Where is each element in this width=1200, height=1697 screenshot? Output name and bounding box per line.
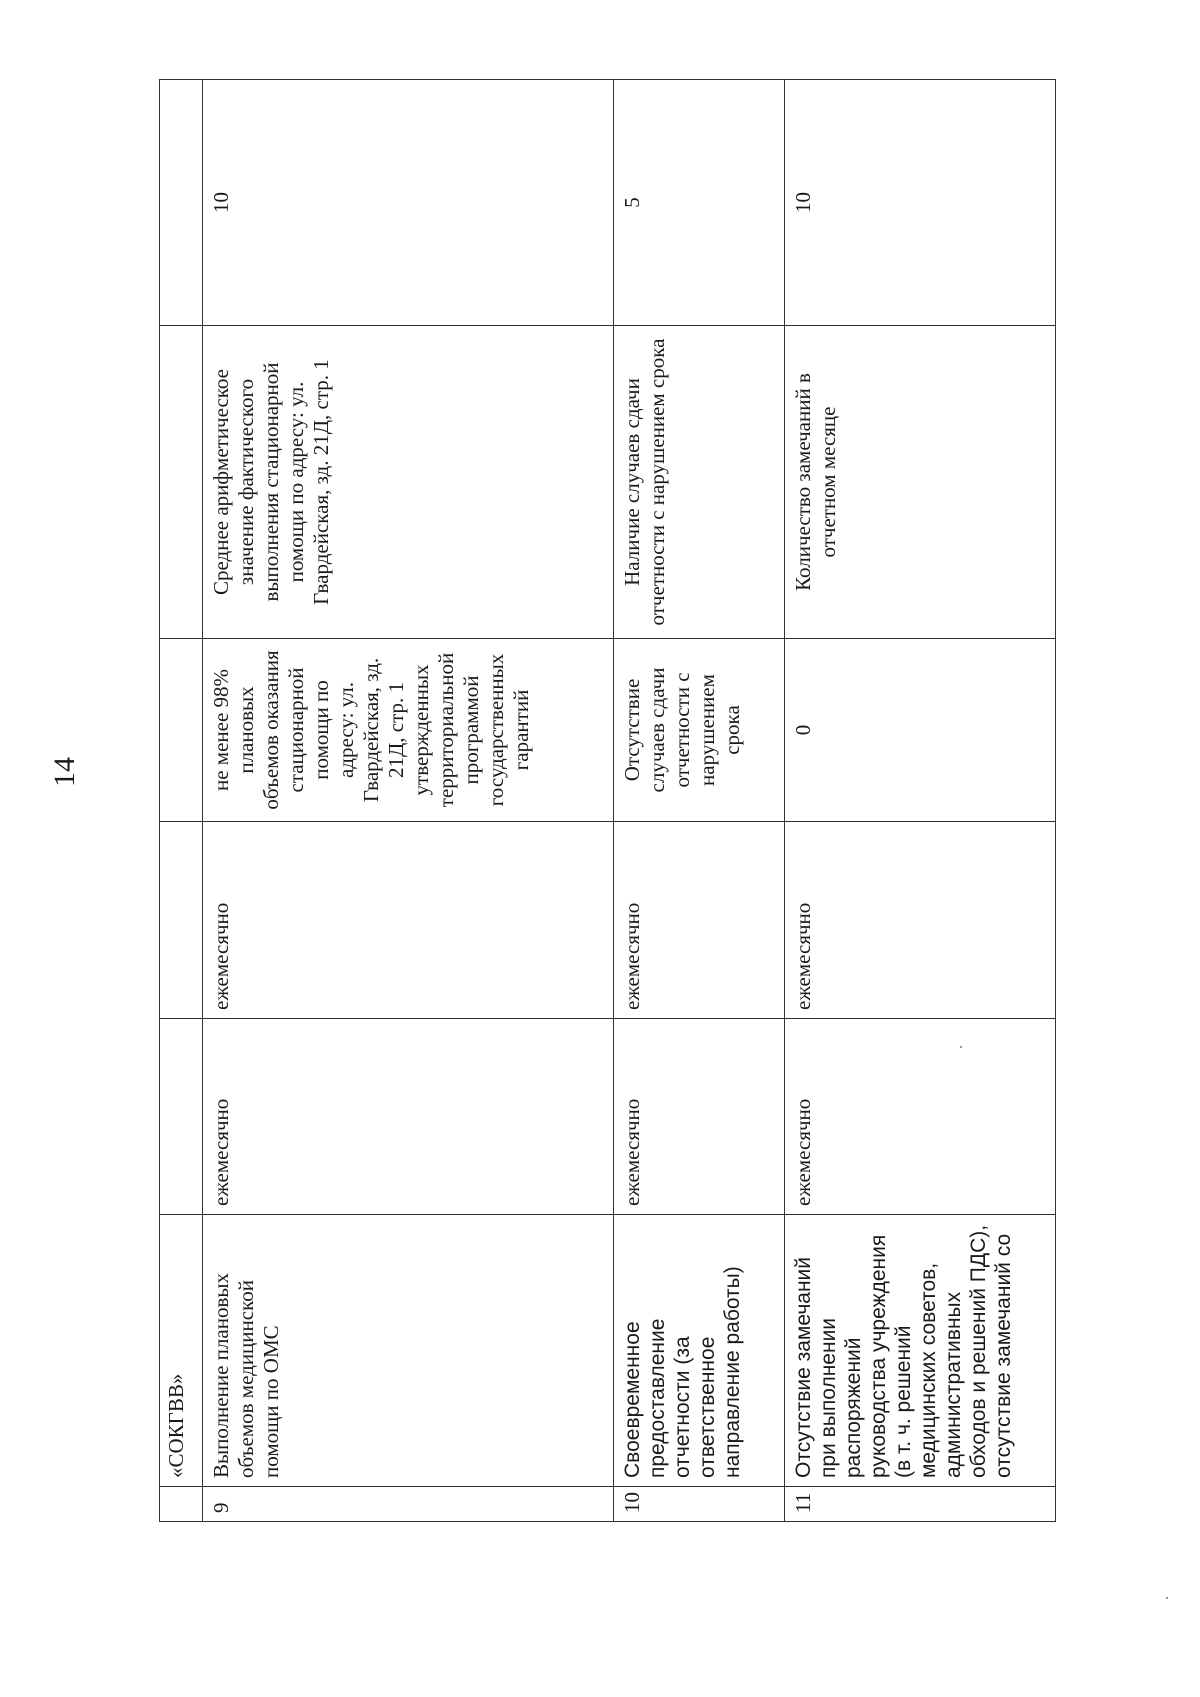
table-row [203, 80, 614, 1522]
cell-num: 11 [785, 1487, 1056, 1522]
cell-freq1: ежемесячно [785, 1019, 1056, 1215]
cell-num: 10 [614, 1487, 785, 1522]
cell-num-empty [160, 1487, 203, 1522]
scan-speck [960, 1046, 962, 1048]
cell-name-continuation: «СОКГВВ» [160, 1215, 203, 1487]
criteria-table [159, 79, 1056, 1522]
cell-method: Наличие случаев сдачи отчетности с нарушением срока [614, 326, 785, 639]
cell-target: не менее 98% плановых объемов оказания стационарной помощи по адресу: ул. Гвардейская, зд. 21Д, стр. 1 утвержденных территориальной программой государственных гарантий [203, 639, 614, 822]
cell-empty [160, 639, 203, 822]
cell-name: Выполнение плановых объемов медицинской помощи по ОМС [203, 1215, 614, 1487]
cell-score: 10 [203, 80, 614, 326]
cell-num: 9 [203, 1487, 614, 1522]
cell-target: 0 [785, 639, 1056, 822]
table-row [785, 80, 1056, 1522]
rotated-table [159, 80, 1056, 1522]
cell-freq2: ежемесячно [785, 822, 1056, 1019]
table-row-continuation [160, 80, 203, 1522]
cell-score: 10 [785, 80, 1056, 326]
cell-score: 5 [614, 80, 785, 326]
cell-name: Своевременное предоставление отчетности (за ответственное направление работы) [614, 1215, 785, 1487]
page-number: 14 [48, 757, 81, 787]
cell-target: Отсутствие случаев сдачи отчетности с нарушением срока [614, 639, 785, 822]
table-container [159, 80, 1056, 1522]
cell-empty [160, 1019, 203, 1215]
cell-freq2: ежемесячно [614, 822, 785, 1019]
table-row [614, 80, 785, 1522]
cell-method: Количество замечаний в отчетном месяце [785, 326, 1056, 639]
cell-method: Среднее арифметическое значение фактического выполнения стационарной помощи по адресу: ул. Гвардейская, зд. 21Д, стр. 1 [203, 326, 614, 639]
cell-freq1: ежемесячно [203, 1019, 614, 1215]
cell-freq2: ежемесячно [203, 822, 614, 1019]
cell-name: Отсутствие замечаний при выполнении распоряжений руководства учреждения (в т. ч. решений медицинских советов, административных обходов и решений ПДС), отсутствие замечаний со [785, 1215, 1056, 1487]
cell-empty [160, 822, 203, 1019]
cell-empty [160, 80, 203, 326]
cell-freq1: ежемесячно [614, 1019, 785, 1215]
cell-empty [160, 326, 203, 639]
scan-speck [1166, 1597, 1168, 1599]
